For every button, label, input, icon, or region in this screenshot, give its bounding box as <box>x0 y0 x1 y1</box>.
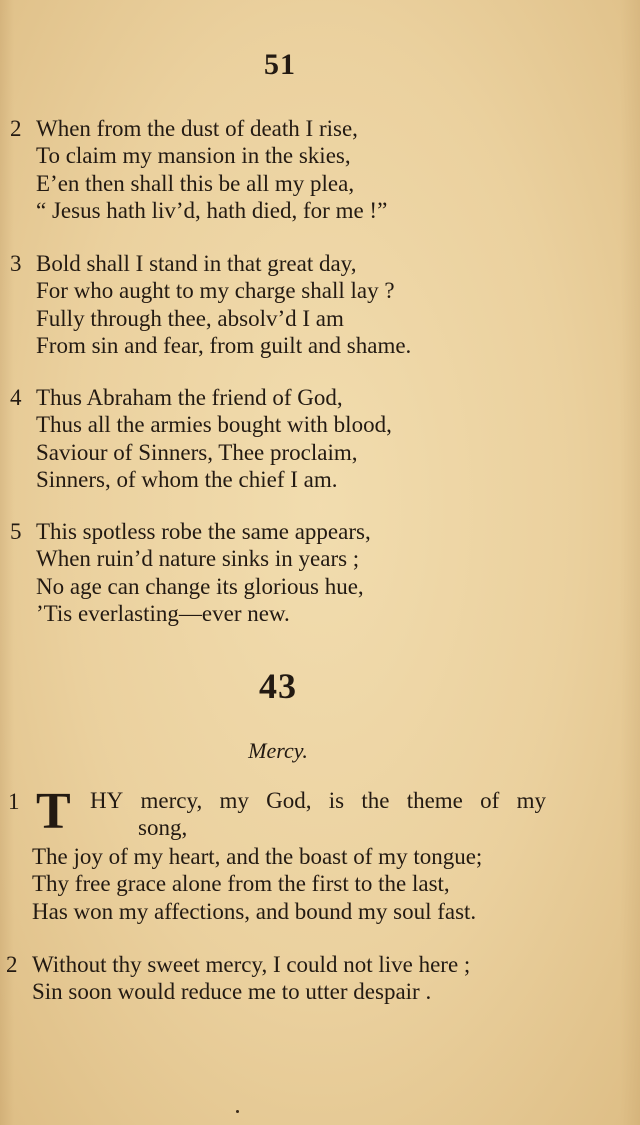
verse-line: Thus Abraham the friend of God, <box>36 385 343 410</box>
word: God, <box>266 788 312 813</box>
stanza-number: 2 <box>6 952 18 977</box>
verse-line: The joy of my heart, and the boast of my tongue; <box>32 844 483 869</box>
verse-line: E’en then shall this be all my plea, <box>36 170 355 196</box>
verse-line: Sin soon would reduce me to utter despair . <box>32 979 432 1005</box>
word: HY <box>90 788 124 813</box>
ink-speck <box>236 1110 239 1113</box>
verse-line: From sin and fear, from guilt and shame. <box>36 332 412 358</box>
verse-line: Has won my affections, and bound my soul fast. <box>32 898 477 924</box>
word: my <box>219 788 249 813</box>
verse-line: Thus all the armies bought with blood, <box>36 412 392 438</box>
verse-line: ’Tis everlasting—ever new. <box>36 600 290 626</box>
first-line <box>90 788 546 814</box>
stanza-2b <box>6 951 546 1006</box>
word: is <box>328 788 345 813</box>
verse-line: Fully through thee, absolv’d I am <box>36 305 344 331</box>
stanza-number: 1 <box>8 789 20 814</box>
word: of <box>480 788 500 813</box>
verse-line: No age can change its glorious hue, <box>36 573 364 599</box>
verse-line: Without thy sweet mercy, I could not live here ; <box>32 952 471 977</box>
verse-line: “ Jesus hath liv’d, hath died, for me !” <box>36 197 388 223</box>
drop-cap: T <box>36 783 71 840</box>
word: the <box>361 788 390 813</box>
stanza-1-lines <box>6 843 546 925</box>
verse-line: Thy free grace alone from the first to the last, <box>32 871 450 897</box>
verse-line: Bold shall I stand in that great day, <box>36 251 357 276</box>
stanza-5 <box>10 518 550 627</box>
verse-line: This spotless robe the same appears, <box>36 519 371 544</box>
stanza-2 <box>10 115 550 224</box>
verse-line: Sinners, of whom the chief I am. <box>36 466 338 492</box>
word: theme <box>406 788 463 813</box>
verse-line: To claim my mansion in the skies, <box>36 143 351 169</box>
word: mercy, <box>140 788 203 813</box>
stanza-number: 5 <box>10 519 22 544</box>
word: my <box>516 788 546 813</box>
verse-line: Saviour of Sinners, Thee proclaim, <box>36 439 358 465</box>
stanza-number: 2 <box>10 116 22 141</box>
verse-line: When from the dust of death I rise, <box>36 116 358 141</box>
stanza-3 <box>10 250 550 359</box>
hymn-number: 43 <box>259 666 297 706</box>
stanza-number: 3 <box>10 251 22 276</box>
verse-line: For who aught to my charge shall lay ? <box>36 278 395 304</box>
stanza-4 <box>10 384 550 493</box>
page-number: 51 <box>264 48 296 81</box>
hymn-title: Mercy. <box>248 738 308 763</box>
stanza-number: 4 <box>10 385 22 410</box>
verse-line: When ruin’d nature sinks in years ; <box>36 546 360 572</box>
verse-line: song, <box>138 815 188 840</box>
